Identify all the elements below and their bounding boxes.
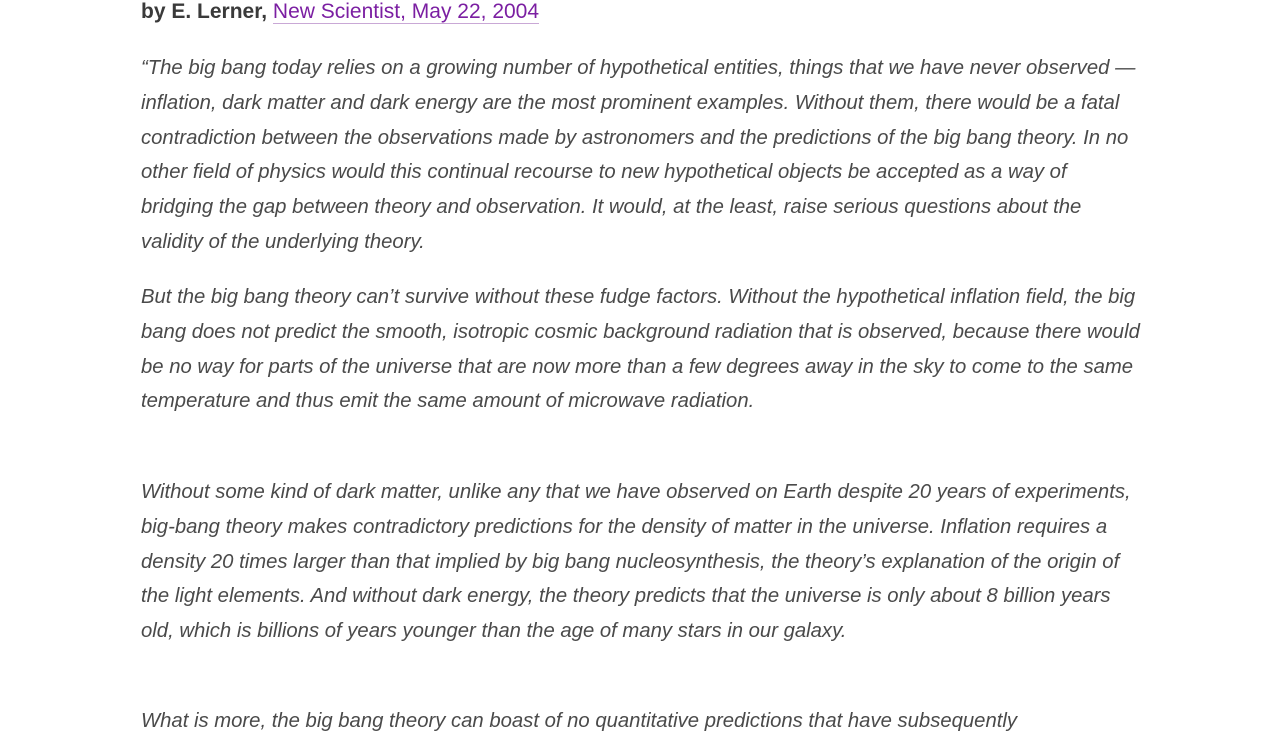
author-name: by E. Lerner, bbox=[141, 0, 268, 23]
quote-paragraph: “The big bang today relies on a growing number of hypothetical entities, things that we have never observed — inflation, dark matter and dark energy are the most prominent examples. Without them, there would be a fatal contradiction between the observations made by astronomers and the predictions of the big bang theory. In no other field of physics would this continual recourse to new hypothetical objects be accepted as a way of bridging the gap between theory and observation. It would, at the least, raise serious questions about the validity of the underlying theory. bbox=[141, 57, 1136, 253]
source-link[interactable]: New Scientist, May 22, 2004 bbox=[272, 0, 540, 23]
quote-paragraph: Without some kind of dark matter, unlike any that we have observed on Earth despite 20 years of experiments, big-bang theory makes contradictory predictions for the density of matter in the universe. Inflation requires a density 20 times larger than that implied by big bang nucleosynthesis, the theory’s explanation of the origin of the light elements. And without dark energy, the theory predicts that the universe is only about 8 billion years old, which is billions of years younger than the age of many stars in our galaxy. bbox=[141, 481, 1131, 643]
byline bbox=[141, 0, 539, 27]
quote-paragraph: But the big bang theory can’t survive without these fudge factors. Without the hypothetical inflation field, the big bang does not predict the smooth, isotropic cosmic background radiation that is observed, because there would be no way for parts of the universe that are now more than a few degrees away in the sky to come to the same temperature and thus emit the same amount of microwave radiation. bbox=[141, 286, 1140, 413]
quote-paragraph: What is more, the big bang theory can boast of no quantitative predictions that have subsequently bbox=[141, 710, 1018, 732]
